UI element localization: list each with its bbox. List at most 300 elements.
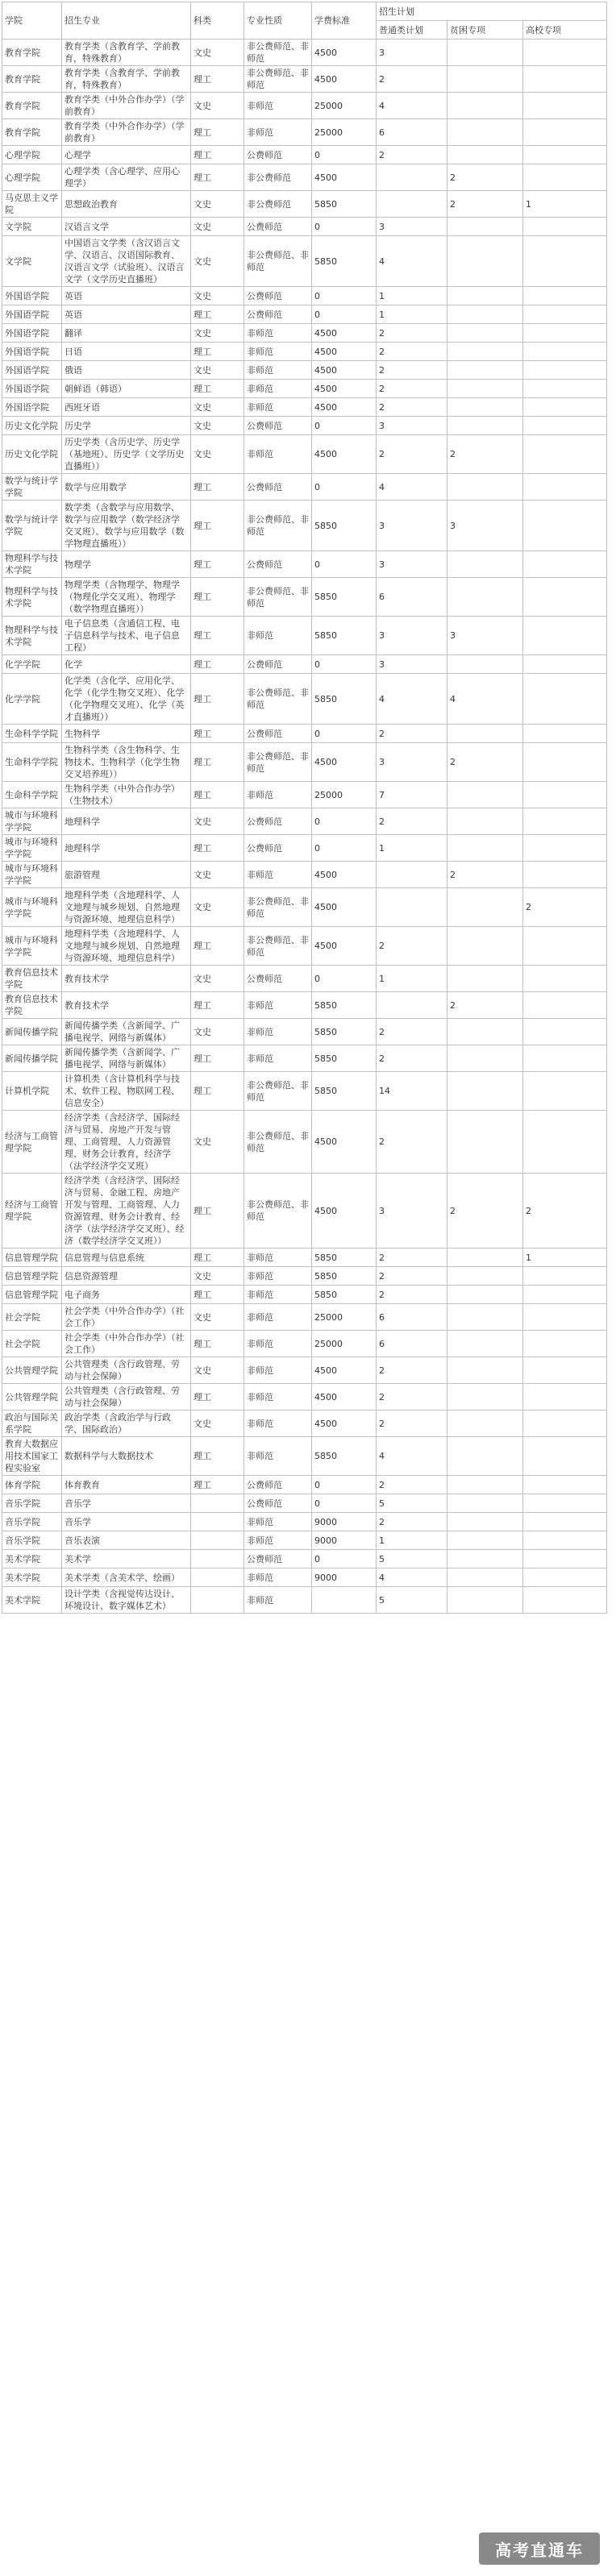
cell-plan-poor: [447, 1437, 523, 1476]
watermark-text: 高考直通车: [495, 2540, 584, 2560]
cell-category: 文史: [191, 324, 244, 343]
cell-category: 理工: [191, 1249, 244, 1267]
cell-nature: 公费师范: [244, 966, 312, 992]
cell-college: 公共管理学院: [2, 1384, 62, 1411]
cell-plan-univ: [523, 725, 607, 743]
cell-plan-general: 4: [377, 674, 447, 725]
cell-plan-poor: 3: [447, 617, 523, 655]
cell-plan-general: 4: [377, 1437, 447, 1476]
cell-plan-poor: [447, 551, 523, 578]
cell-plan-general: 3: [377, 655, 447, 674]
cell-plan-poor: [447, 782, 523, 808]
cell-fee: 4500: [312, 1384, 377, 1411]
cell-college: 外国语学院: [2, 343, 62, 361]
cell-major: 历史学: [62, 417, 191, 435]
cell-college: 新闻传播学院: [2, 1019, 62, 1045]
cell-plan-univ: [523, 1587, 607, 1614]
cell-category: 理工: [191, 119, 244, 146]
cell-plan-poor: [447, 1072, 523, 1111]
cell-fee: 0: [312, 218, 377, 236]
cell-category: 理工: [191, 992, 244, 1019]
cell-college: 政治与国际关系学院: [2, 1411, 62, 1437]
cell-plan-poor: [447, 1019, 523, 1045]
cell-nature: 公费师范: [244, 218, 312, 236]
cell-major: 新闻传播学类（含新闻学、广播电视学、网络与新媒体）: [62, 1045, 191, 1072]
table-body: [2, 39, 607, 1614]
cell-nature: 非师范: [244, 1249, 312, 1267]
cell-major: 信息管理与信息系统: [62, 1249, 191, 1267]
cell-fee: 0: [312, 966, 377, 992]
cell-nature: 非师范: [244, 1304, 312, 1331]
table-row: [2, 1019, 607, 1045]
cell-college: 外国语学院: [2, 324, 62, 343]
table-row: [2, 398, 607, 417]
cell-plan-univ: [523, 808, 607, 835]
cell-fee: 5850: [312, 992, 377, 1019]
table-row: [2, 1111, 607, 1174]
cell-plan-general: 5: [377, 1494, 447, 1513]
cell-plan-general: 5: [377, 1587, 447, 1614]
cell-plan-general: 3: [377, 617, 447, 655]
table-row: [2, 1550, 607, 1568]
cell-college: 新闻传播学院: [2, 1045, 62, 1072]
cell-plan-poor: [447, 287, 523, 305]
cell-plan-general: 6: [377, 1331, 447, 1357]
cell-plan-poor: 2: [447, 862, 523, 888]
cell-plan-poor: [447, 66, 523, 93]
cell-major: 教育学类（含教育学、学前教育，特殊教育）: [62, 39, 191, 66]
cell-fee: 5850: [312, 578, 377, 617]
cell-plan-poor: [447, 1531, 523, 1550]
cell-plan-poor: 2: [447, 992, 523, 1019]
cell-plan-univ: [523, 1494, 607, 1513]
cell-plan-general: 4: [377, 474, 447, 501]
cell-category: 文史: [191, 236, 244, 287]
cell-plan-univ: 2: [523, 1174, 607, 1249]
table-row: [2, 236, 607, 287]
cell-major: 化学: [62, 655, 191, 674]
cell-plan-poor: [447, 93, 523, 119]
cell-plan-univ: [523, 992, 607, 1019]
cell-plan-general: 3: [377, 218, 447, 236]
cell-nature: 非师范: [244, 782, 312, 808]
cell-plan-poor: [447, 1357, 523, 1384]
cell-fee: 4500: [312, 361, 377, 380]
cell-plan-poor: 2: [447, 1174, 523, 1249]
cell-plan-univ: [523, 1267, 607, 1286]
cell-fee: 4500: [312, 1357, 377, 1384]
cell-major: 汉语言文学: [62, 218, 191, 236]
cell-plan-general: 1: [377, 835, 447, 862]
cell-plan-general: 4: [377, 1568, 447, 1587]
cell-plan-poor: [447, 655, 523, 674]
cell-fee: 0: [312, 146, 377, 164]
cell-category: 理工: [191, 674, 244, 725]
cell-plan-general: 2: [377, 361, 447, 380]
cell-category: 文史: [191, 287, 244, 305]
cell-plan-general: 2: [377, 927, 447, 966]
cell-category: 理工: [191, 1286, 244, 1304]
cell-major: 数学与应用数学: [62, 474, 191, 501]
table-row: [2, 1304, 607, 1331]
cell-nature: 非公费师范、非师范: [244, 674, 312, 725]
cell-plan-univ: [523, 417, 607, 435]
cell-category: 文史: [191, 1304, 244, 1331]
cell-category: 文史: [191, 1111, 244, 1174]
cell-plan-general: 2: [377, 398, 447, 417]
table-row: [2, 1437, 607, 1476]
cell-category: 文史: [191, 361, 244, 380]
table-row: [2, 1072, 607, 1111]
cell-college: 文学院: [2, 218, 62, 236]
cell-category: 文史: [191, 435, 244, 474]
cell-major: 教育学类（中外合作办学）（学前教育）: [62, 93, 191, 119]
cell-plan-poor: [447, 119, 523, 146]
cell-plan-poor: [447, 218, 523, 236]
table-row: [2, 119, 607, 146]
cell-major: 地理科学: [62, 835, 191, 862]
cell-plan-general: 2: [377, 725, 447, 743]
cell-category: 文史: [191, 1267, 244, 1286]
cell-fee: 0: [312, 655, 377, 674]
cell-plan-poor: [447, 966, 523, 992]
cell-college: 历史文化学院: [2, 435, 62, 474]
cell-plan-general: 2: [377, 1513, 447, 1531]
cell-plan-general: [377, 862, 447, 888]
table-row: [2, 835, 607, 862]
cell-fee: 0: [312, 835, 377, 862]
cell-major: 数学类（含数学与应用数学、数学与应用数学（数学经济学交叉班）、数学与应用数学（数学物理直播班））: [62, 501, 191, 551]
table-row: [2, 361, 607, 380]
table-row: [2, 474, 607, 501]
cell-major: 音乐表演: [62, 1531, 191, 1550]
cell-category: 理工: [191, 578, 244, 617]
cell-nature: 非公费师范、非师范: [244, 743, 312, 782]
cell-plan-univ: [523, 119, 607, 146]
table-row: [2, 435, 607, 474]
cell-major: 地理科学类（含地理科学、人文地理与城乡规划、自然地理与资源环境、地理信息科学）: [62, 888, 191, 927]
cell-plan-poor: [447, 725, 523, 743]
cell-major: 美术学: [62, 1550, 191, 1568]
cell-plan-general: 2: [377, 1286, 447, 1304]
header-college: 学院: [2, 2, 62, 39]
table-row: [2, 1531, 607, 1550]
cell-fee: 5850: [312, 1249, 377, 1267]
cell-college: 化学学院: [2, 655, 62, 674]
cell-college: 计算机学院: [2, 1072, 62, 1111]
cell-plan-poor: [447, 474, 523, 501]
cell-plan-poor: [447, 1286, 523, 1304]
cell-plan-univ: [523, 1411, 607, 1437]
table-row: [2, 417, 607, 435]
table-row: [2, 1411, 607, 1437]
table-row: [2, 1384, 607, 1411]
cell-plan-poor: 2: [447, 164, 523, 191]
cell-plan-general: 2: [377, 343, 447, 361]
cell-category: 理工: [191, 474, 244, 501]
cell-category: 理工: [191, 343, 244, 361]
table-row: [2, 66, 607, 93]
cell-major: 地理科学: [62, 808, 191, 835]
cell-plan-general: 2: [377, 1045, 447, 1072]
cell-plan-poor: [447, 1384, 523, 1411]
cell-plan-general: 7: [377, 782, 447, 808]
table-row: [2, 1249, 607, 1267]
cell-major: 旅游管理: [62, 862, 191, 888]
cell-category: 文史: [191, 966, 244, 992]
cell-plan-poor: [447, 1494, 523, 1513]
cell-nature: 非公费师范、非师范: [244, 236, 312, 287]
cell-nature: 公费师范: [244, 305, 312, 324]
cell-college: 社会学院: [2, 1304, 62, 1331]
cell-college: 心理学院: [2, 146, 62, 164]
cell-plan-univ: [523, 164, 607, 191]
cell-nature: 公费师范: [244, 146, 312, 164]
cell-plan-general: 1: [377, 966, 447, 992]
cell-fee: 9000: [312, 1568, 377, 1587]
cell-major: 翻译: [62, 324, 191, 343]
cell-nature: 非师范: [244, 435, 312, 474]
table-row: [2, 1568, 607, 1587]
cell-category: 文史: [191, 417, 244, 435]
header-major: 招生专业: [62, 2, 191, 39]
cell-plan-general: 2: [377, 1384, 447, 1411]
cell-plan-univ: [523, 39, 607, 66]
cell-plan-univ: [523, 1437, 607, 1476]
cell-nature: 公费师范: [244, 835, 312, 862]
header-fee: 学费标准: [312, 2, 377, 39]
cell-category: 理工: [191, 551, 244, 578]
cell-plan-univ: [523, 501, 607, 551]
cell-fee: 25000: [312, 1331, 377, 1357]
cell-plan-general: 2: [377, 324, 447, 343]
cell-college: 教育信息技术学院: [2, 966, 62, 992]
cell-nature: 非师范: [244, 1513, 312, 1531]
cell-plan-poor: [447, 236, 523, 287]
cell-plan-general: 2: [377, 1019, 447, 1045]
cell-fee: 4500: [312, 66, 377, 93]
cell-major: 美术学类（含美术学、绘画）: [62, 1568, 191, 1587]
cell-college: 城市与环境科学学院: [2, 808, 62, 835]
cell-major: 生物科学: [62, 725, 191, 743]
cell-college: 经济与工商管理学院: [2, 1174, 62, 1249]
cell-nature: 非公费师范、非师范: [244, 1111, 312, 1174]
cell-category: 理工: [191, 1045, 244, 1072]
cell-college: 外国语学院: [2, 361, 62, 380]
cell-major: 思想政治教育: [62, 191, 191, 218]
cell-plan-general: 3: [377, 743, 447, 782]
cell-nature: 非师范: [244, 1357, 312, 1384]
cell-category: 理工: [191, 927, 244, 966]
table-row: [2, 1494, 607, 1513]
cell-plan-poor: [447, 39, 523, 66]
cell-plan-poor: [447, 305, 523, 324]
cell-plan-poor: 2: [447, 191, 523, 218]
table-row: [2, 1174, 607, 1249]
cell-fee: 0: [312, 287, 377, 305]
cell-category: 理工: [191, 655, 244, 674]
cell-plan-general: 2: [377, 1476, 447, 1494]
cell-college: 生命科学学院: [2, 743, 62, 782]
cell-college: 城市与环境科学学院: [2, 862, 62, 888]
cell-fee: 0: [312, 474, 377, 501]
cell-plan-general: 2: [377, 146, 447, 164]
cell-nature: 公费师范: [244, 655, 312, 674]
cell-plan-general: [377, 992, 447, 1019]
header-category: 科类: [191, 2, 244, 39]
cell-plan-univ: [523, 324, 607, 343]
cell-major: 信息资源管理: [62, 1267, 191, 1286]
cell-college: 数学与统计学学院: [2, 474, 62, 501]
cell-plan-poor: [447, 1587, 523, 1614]
cell-nature: 非师范: [244, 380, 312, 398]
cell-college: 美术学院: [2, 1550, 62, 1568]
admission-plan-table: [2, 2, 607, 1614]
cell-fee: 4500: [312, 39, 377, 66]
cell-plan-poor: 4: [447, 674, 523, 725]
cell-nature: 非师范: [244, 1045, 312, 1072]
cell-plan-general: 2: [377, 1267, 447, 1286]
cell-plan-poor: [447, 1411, 523, 1437]
table-row: [2, 1587, 607, 1614]
table-row: [2, 39, 607, 66]
cell-plan-univ: [523, 1331, 607, 1357]
cell-fee: 4500: [312, 1411, 377, 1437]
table-row: [2, 992, 607, 1019]
cell-fee: 4500: [312, 324, 377, 343]
cell-plan-univ: [523, 1550, 607, 1568]
cell-plan-poor: [447, 1550, 523, 1568]
cell-category: 理工: [191, 66, 244, 93]
cell-fee: 5850: [312, 191, 377, 218]
cell-fee: 0: [312, 417, 377, 435]
cell-fee: 5850: [312, 674, 377, 725]
cell-fee: 5850: [312, 617, 377, 655]
cell-category: 理工: [191, 305, 244, 324]
table-row: [2, 343, 607, 361]
header-plan: 招生计划: [377, 2, 607, 21]
table-row: [2, 551, 607, 578]
cell-plan-univ: [523, 1111, 607, 1174]
cell-plan-general: 14: [377, 1072, 447, 1111]
table-row: [2, 1357, 607, 1384]
cell-plan-univ: [523, 1476, 607, 1494]
cell-plan-univ: [523, 966, 607, 992]
cell-plan-general: 2: [377, 1111, 447, 1174]
table-row: [2, 1476, 607, 1494]
cell-major: 心理学: [62, 146, 191, 164]
table-row: [2, 191, 607, 218]
cell-nature: 公费师范: [244, 417, 312, 435]
cell-college: 信息管理学院: [2, 1249, 62, 1267]
cell-college: 物理科学与技术学院: [2, 551, 62, 578]
cell-plan-univ: [523, 236, 607, 287]
cell-fee: 5850: [312, 1072, 377, 1111]
cell-category: 理工: [191, 782, 244, 808]
cell-nature: 非公费师范、非师范: [244, 66, 312, 93]
table-row: [2, 578, 607, 617]
cell-college: 心理学院: [2, 164, 62, 191]
cell-fee: 5850: [312, 1045, 377, 1072]
cell-college: 外国语学院: [2, 398, 62, 417]
cell-plan-univ: [523, 617, 607, 655]
cell-plan-poor: [447, 1331, 523, 1357]
cell-plan-general: 4: [377, 236, 447, 287]
table-row: [2, 501, 607, 551]
cell-college: 教育大数据应用技术国家工程实验室: [2, 1437, 62, 1476]
cell-major: 教育技术学: [62, 966, 191, 992]
cell-fee: 4500: [312, 743, 377, 782]
cell-nature: 非公费师范、非师范: [244, 927, 312, 966]
cell-category: [191, 1568, 244, 1587]
cell-plan-poor: [447, 324, 523, 343]
cell-plan-general: 2: [377, 66, 447, 93]
table-row: [2, 782, 607, 808]
cell-category: 理工: [191, 1437, 244, 1476]
cell-major: 历史学类（含历史学、历史学（基地班）、历史学（文学历史直播班））: [62, 435, 191, 474]
cell-college: 历史文化学院: [2, 417, 62, 435]
cell-category: 文史: [191, 1019, 244, 1045]
cell-plan-general: 6: [377, 119, 447, 146]
table-row: [2, 888, 607, 927]
cell-plan-univ: [523, 218, 607, 236]
cell-plan-poor: [447, 1304, 523, 1331]
cell-fee: 5850: [312, 1267, 377, 1286]
cell-major: 英语: [62, 305, 191, 324]
cell-plan-general: [377, 888, 447, 927]
cell-college: 城市与环境科学学院: [2, 927, 62, 966]
cell-major: 生物科学类（含生物科学、生物技术、生物科学（化学生物交叉培养班））: [62, 743, 191, 782]
table-row: [2, 218, 607, 236]
table-row: [2, 927, 607, 966]
cell-nature: 非师范: [244, 862, 312, 888]
cell-fee: 0: [312, 1550, 377, 1568]
cell-major: 物理学: [62, 551, 191, 578]
table-row: [2, 146, 607, 164]
cell-plan-general: 3: [377, 551, 447, 578]
cell-nature: 非师范: [244, 119, 312, 146]
cell-major: 俄语: [62, 361, 191, 380]
cell-plan-univ: [523, 674, 607, 725]
cell-major: 设计学类（含视觉传达设计、环境设计、数字媒体艺术）: [62, 1587, 191, 1614]
cell-category: 文史: [191, 191, 244, 218]
cell-plan-univ: [523, 435, 607, 474]
cell-plan-general: 3: [377, 417, 447, 435]
cell-category: 理工: [191, 835, 244, 862]
cell-plan-poor: [447, 888, 523, 927]
cell-plan-univ: [523, 862, 607, 888]
cell-college: 音乐学院: [2, 1531, 62, 1550]
cell-plan-univ: [523, 1019, 607, 1045]
cell-major: 生物科学类（中外合作办学）（生物技术）: [62, 782, 191, 808]
cell-category: 理工: [191, 146, 244, 164]
cell-nature: 非师范: [244, 361, 312, 380]
cell-major: 朝鲜语（韩语）: [62, 380, 191, 398]
cell-plan-univ: 1: [523, 191, 607, 218]
cell-college: 信息管理学院: [2, 1267, 62, 1286]
cell-college: 外国语学院: [2, 380, 62, 398]
cell-plan-poor: 2: [447, 743, 523, 782]
cell-major: 音乐学: [62, 1494, 191, 1513]
cell-plan-poor: [447, 1111, 523, 1174]
cell-plan-general: 6: [377, 578, 447, 617]
cell-college: 体育学院: [2, 1476, 62, 1494]
cell-college: 社会学院: [2, 1331, 62, 1357]
cell-plan-poor: [447, 1249, 523, 1267]
cell-fee: 4500: [312, 862, 377, 888]
cell-major: 化学类（含化学、应用化学、化学（化学生物交叉班）、化学（化学物理交叉班）、化学（英才直播班））: [62, 674, 191, 725]
cell-college: 外国语学院: [2, 287, 62, 305]
